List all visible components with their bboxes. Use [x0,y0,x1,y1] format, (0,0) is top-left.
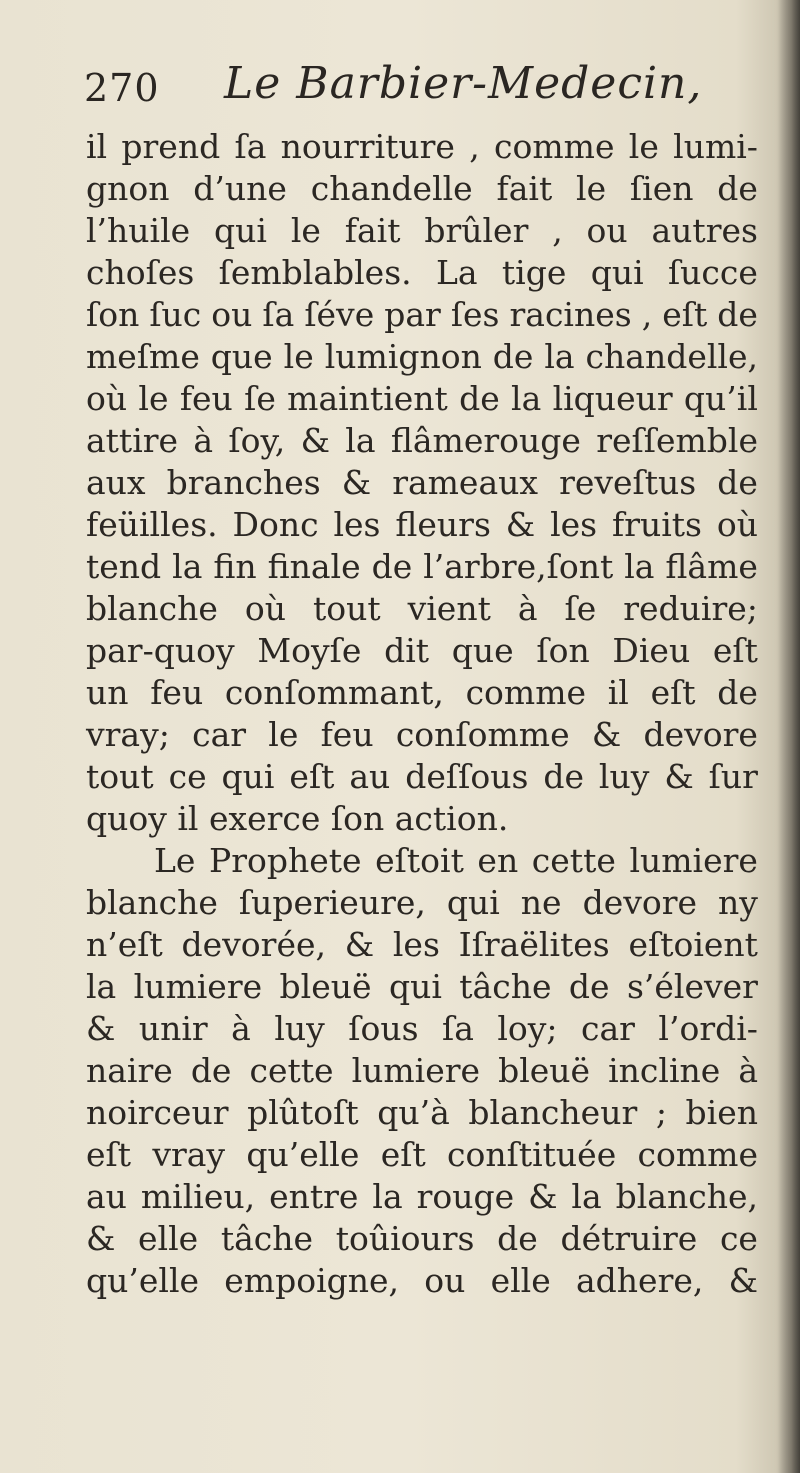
text-line-indented: Le Prophete eſtoit en cette lumiere [154,841,758,880]
text-line: vray; car le feu conſomme & devore [86,715,758,754]
text-line: naire de cette lumiere bleuë incline à [86,1051,758,1090]
text-line: un feu conſommant, comme il eſt de [86,673,758,712]
text-line: noirceur plûtoſt qu’à blancheur ; bien [86,1093,758,1132]
text-line: où le feu ſe maintient de la liqueur qu’il [86,379,758,418]
text-line: blanche où tout vient à ſe reduire; [86,589,758,628]
text-line: par-quoy Moyſe dit que ſon Dieu eſt [86,631,758,670]
text-line: quoy il exerce ſon action. [86,799,509,838]
text-line: n’eſt devorée, & les Iſraëlites eſtoient [86,925,758,964]
text-line: & elle tâche toûiours de détruire ce [86,1219,758,1258]
page-number: 270 [84,66,160,110]
text-line: meſme que le lumignon de la chandelle, [86,337,758,376]
text-line: eſt vray qu’elle eſt conſtituée comme [86,1135,758,1174]
page-header [84,58,724,118]
running-title: Le Barbier-Medecin, [224,58,703,109]
text-line: attire à ſoy, & la flâmerouge reſſemble [86,421,758,460]
text-line: feüilles. Donc les fleurs & les fruits où [86,505,758,544]
text-line: & unir à luy ſous ſa loy; car l’ordi- [86,1009,758,1048]
text-line: tout ce qui eſt au deſſous de luy & ſur [86,757,758,796]
text-line: choſes ſemblables. La tige qui ſucce [86,253,758,292]
text-line: tend la fin finale de l’arbre,ſont la flâme [86,547,758,586]
text-line: qu’elle empoigne, ou elle adhere, & [86,1261,758,1300]
text-line: blanche ſuperieure, qui ne devore ny [86,883,758,922]
text-line: l’huile qui le fait brûler , ou autres [86,211,758,250]
text-line: au milieu, entre la rouge & la blanche, [86,1177,758,1216]
text-line: il prend ſa nourriture , comme le lumi- [86,127,758,166]
page-edge-shadow [778,0,800,1473]
text-line: gnon d’une chandelle fait le ſien de [86,169,758,208]
text-line: ſon ſuc ou ſa ſéve par ſes racines , eſt de [86,295,758,334]
body-text [86,126,758,1302]
text-line: la lumiere bleuë qui tâche de s’élever [86,967,758,1006]
text-line: aux branches & rameaux reveſtus de [86,463,758,502]
